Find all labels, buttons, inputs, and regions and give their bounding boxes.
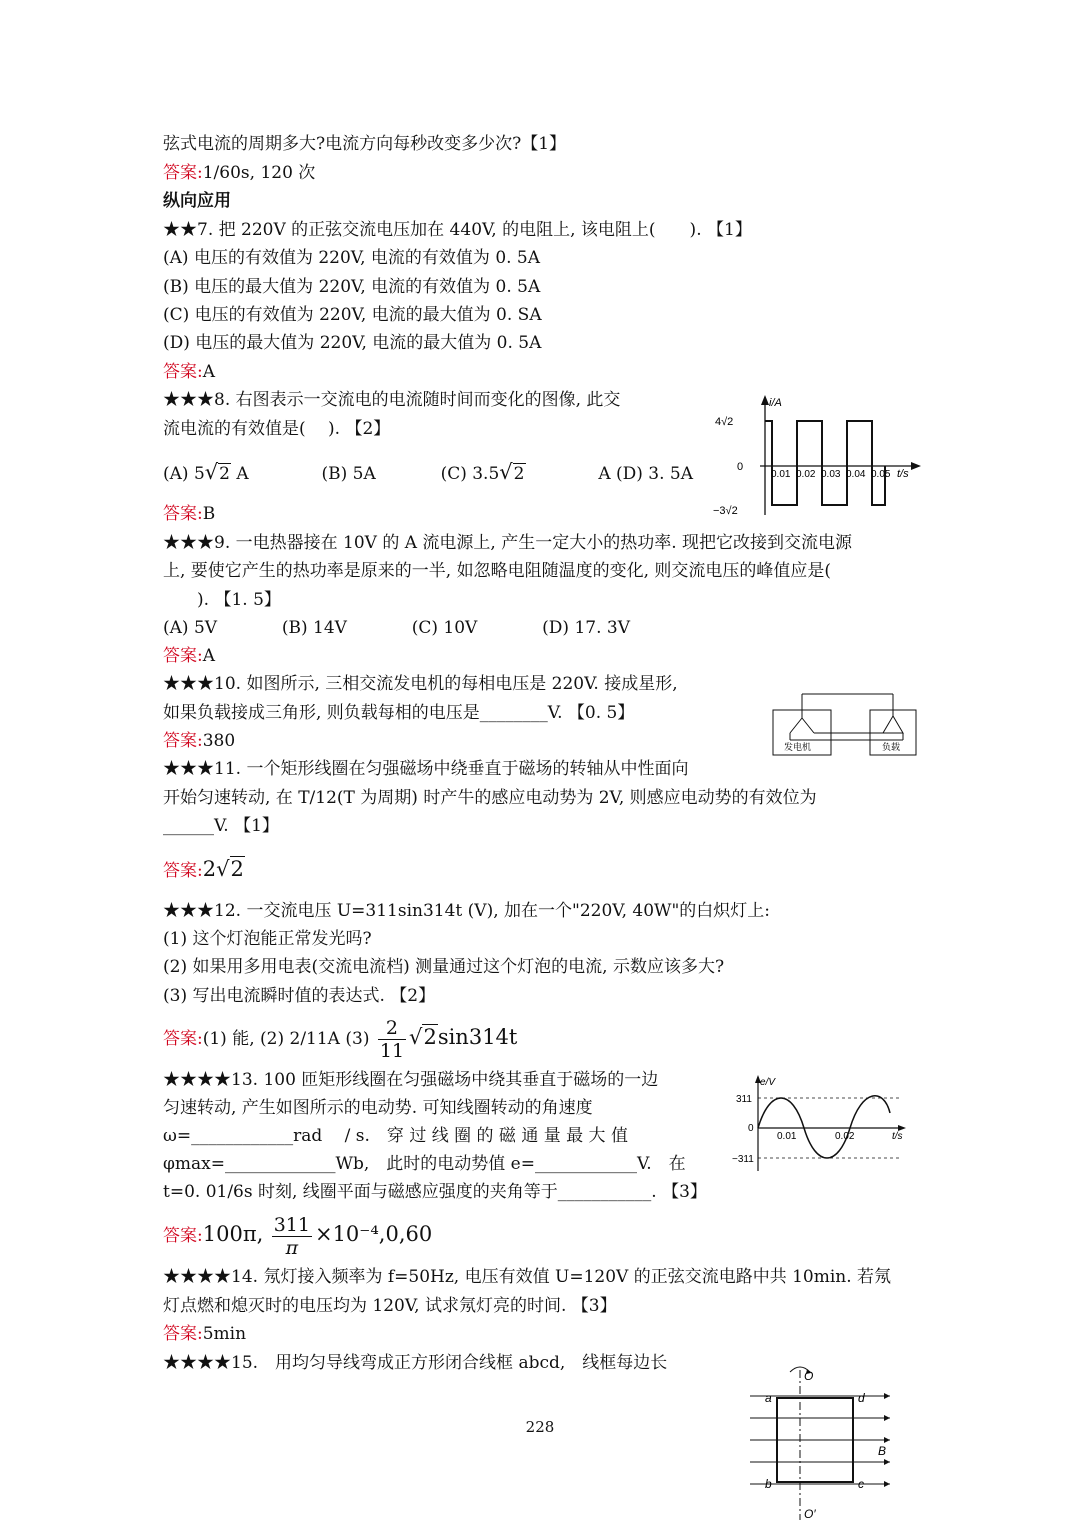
answer-value: A xyxy=(202,646,216,666)
question-13-line3: ω=____________rad / s. 穿 过 线 圈 的 磁 通 量 最 大 值 xyxy=(163,1126,628,1146)
corner-d-label: d xyxy=(858,1391,865,1405)
axis-o-prime-label: O′ xyxy=(804,1507,816,1521)
zero-label: 0 xyxy=(748,1123,754,1134)
question-10-line1: ★★★10. 如图所示, 三相交流发电机的每相电压是 220V. 接成星形, xyxy=(163,674,678,694)
q8-option-b: (B) 5A xyxy=(321,464,376,484)
generator-figure xyxy=(770,688,920,760)
y-axis-label: e/V xyxy=(760,1077,776,1088)
question-10-line2: 如果负载接成三角形, 则负载每相的电压是________V. 【0. 5】 xyxy=(163,703,635,723)
zero-label: 0 xyxy=(737,461,744,473)
question-13-line2: 匀速转动, 产生如图所示的电动势. 可知线圈转动的角速度 xyxy=(163,1098,593,1118)
coil-figure xyxy=(740,1360,900,1522)
square-wave-figure xyxy=(705,393,925,518)
sine-wave-figure xyxy=(730,1073,910,1173)
answer-value: 380 xyxy=(202,731,236,751)
question-7: ★★7. 把 220V 的正弦交流电压加在 440V, 的电阻上, 该电阻上( ). 【1】 xyxy=(163,220,752,240)
question-13-line1: ★★★★13. 100 匝矩形线圈在匀强磁场中绕其垂直于磁场的一边 xyxy=(163,1070,659,1090)
q7-option-a: (A) 电压的有效值为 220V, 电流的有效值为 0. 5A xyxy=(163,248,541,268)
q8-option-d: A (D) 3. 5A xyxy=(598,464,694,484)
question-11-line2: 开始匀速转动, 在 T/12(T 为周期) 时产牛的感应电动势为 2V, 则感应电动势的有效位为 xyxy=(163,788,817,808)
bottom-value-label: −3√2 xyxy=(713,505,738,517)
q9-option-b: (B) 14V xyxy=(281,618,347,638)
q7-option-b: (B) 电压的最大值为 220V, 电流的有效值为 0. 5A xyxy=(163,277,541,297)
q7-option-c: (C) 电压的有效值为 220V, 电流的最大值为 0. SA xyxy=(163,305,542,325)
tick-label: 0.01 xyxy=(771,469,791,480)
question-8-line1: ★★★8. 右图表示一交流电的电流随时间而变化的图像, 此交 xyxy=(163,390,621,410)
tick-label: 0.03 xyxy=(821,469,841,480)
min-label: −311 xyxy=(732,1154,754,1165)
fraction: $\frac{2}{11}$ xyxy=(379,1017,405,1062)
field-b-label: B xyxy=(878,1444,887,1458)
question-13-line5: t=0. 01/6s 时刻, 线圈平面与磁感应强度的夹角等于___________. 【3】 xyxy=(163,1182,707,1202)
tick-label: 0.04 xyxy=(846,469,866,480)
answer-value: B xyxy=(202,504,216,524)
answer-value: 1/60s, 120 次 xyxy=(202,163,316,183)
question-12-line3: (2) 如果用多用电表(交流电流档) 测量通过这个灯泡的电流, 示数应该多大? xyxy=(163,957,725,977)
answer-value: A xyxy=(202,362,216,382)
question-11-line3: ______V. 【1】 xyxy=(163,816,279,836)
top-value-label: 4√2 xyxy=(715,416,734,428)
question-15-line1: ★★★★15. 用均匀导线弯成正方形闭合线框 abcd, 线框每边长 xyxy=(163,1353,668,1373)
answer-label: 答案: xyxy=(163,1029,203,1049)
answer-line xyxy=(163,162,315,184)
answer-line: 答案:(1) 能, (2) 2/11A (3) $\frac{2}{11}$ √2sin314t xyxy=(163,1017,518,1062)
page-number: 228 xyxy=(525,1418,555,1436)
answer-label: 答案: xyxy=(163,1226,203,1246)
corner-a-label: a xyxy=(765,1391,772,1405)
answer-line xyxy=(163,503,215,525)
answer-value: (1) 能, (2) 2/11A (3) xyxy=(202,1029,370,1049)
text-line: 弦式电流的周期多大?电流方向每秒改变多少次?【1】 xyxy=(163,134,567,154)
generator-label: 发电机 xyxy=(784,742,812,752)
q9-option-c: (C) 10V xyxy=(411,618,478,638)
question-14-line1: ★★★★14. 氖灯接入频率为 f=50Hz, 电压有效值 U=120V 的正弦交流电路中共 10min. 若氖 xyxy=(163,1267,892,1287)
corner-c-label: c xyxy=(858,1477,864,1491)
question-12-line2: (1) 这个灯泡能正常发光吗? xyxy=(163,929,372,949)
answer-label: 答案: xyxy=(163,1324,203,1344)
q9-option-a: (A) 5V xyxy=(163,618,218,638)
q8-option-c: (C) 3.5√2 xyxy=(440,460,525,484)
y-axis-label: i/A xyxy=(769,397,782,409)
corner-b-label: b xyxy=(765,1477,772,1491)
q8-option-a: (A) 5√2 A xyxy=(163,460,249,484)
q9-options xyxy=(163,617,630,639)
question-11-line1: ★★★11. 一个矩形线圈在匀强磁场中绕垂直于磁场的转轴从中性面向 xyxy=(163,759,689,779)
answer-value: 2√2 xyxy=(202,857,244,881)
answer-line xyxy=(163,730,235,752)
question-14-line2: 灯点燃和熄灭时的电压均为 120V, 试求氖灯亮的时间. 【3】 xyxy=(163,1296,617,1316)
q9-option-d: (D) 17. 3V xyxy=(542,618,630,638)
load-label: 负载 xyxy=(882,742,901,752)
answer-line: 答案:100π, $\frac{311}{\pi}$ ×10⁻⁴,0,60 xyxy=(163,1214,433,1259)
section-title: 纵向应用 xyxy=(163,191,231,211)
fraction: $\frac{311}{\pi}$ xyxy=(273,1214,310,1259)
answer-label: 答案: xyxy=(163,731,203,751)
answer-label: 答案: xyxy=(163,646,203,666)
axis-o-label: O xyxy=(804,1369,814,1383)
question-8-line2: 流电流的有效值是( ). 【2】 xyxy=(163,419,391,439)
answer-line xyxy=(163,361,215,383)
question-12-line1: ★★★12. 一交流电压 U=311sin314t (V), 加在一个"220V, 40W"的白炽灯上: xyxy=(163,901,771,921)
tick-label: 0.01 xyxy=(777,1131,797,1142)
answer-value: 5min xyxy=(202,1324,247,1344)
question-12-line4: (3) 写出电流瞬时值的表达式. 【2】 xyxy=(163,986,436,1006)
answer-label: 答案: xyxy=(163,504,203,524)
question-9-line2: 上, 要使它产生的热功率是原来的一半, 如忽略电阻随温度的变化, 则交流电压的峰值应是( xyxy=(163,561,832,581)
tick-label: 0.02 xyxy=(835,1131,855,1142)
answer-label: 答案: xyxy=(163,362,203,382)
answer-value: 100π, xyxy=(202,1222,264,1246)
answer-line xyxy=(163,1323,246,1345)
answer-label: 答案: xyxy=(163,163,203,183)
question-9-line1: ★★★9. 一电热器接在 10V 的 A 流电源上, 产生一定大小的热功率. 现把它改接到交流电源 xyxy=(163,533,853,553)
square-wave-line xyxy=(765,421,885,505)
max-label: 311 xyxy=(736,1094,752,1105)
answer-line xyxy=(163,858,245,882)
q8-options xyxy=(163,461,693,485)
x-axis-label: t/s xyxy=(892,1131,903,1142)
x-axis-label: t/s xyxy=(897,468,909,480)
answer-line xyxy=(163,645,215,667)
sine-curve xyxy=(758,1096,890,1158)
answer-label: 答案: xyxy=(163,861,203,881)
question-13-line4: φmax=_____________Wb, 此时的电动势值 e=____________V. 在 xyxy=(163,1154,686,1174)
tick-label: 0.02 xyxy=(796,469,816,480)
tick-label: 0.05 xyxy=(871,469,891,480)
question-9-line3: ). 【1. 5】 xyxy=(163,590,281,610)
q7-option-d: (D) 电压的最大值为 220V, 电流的最大值为 0. 5A xyxy=(163,333,542,353)
